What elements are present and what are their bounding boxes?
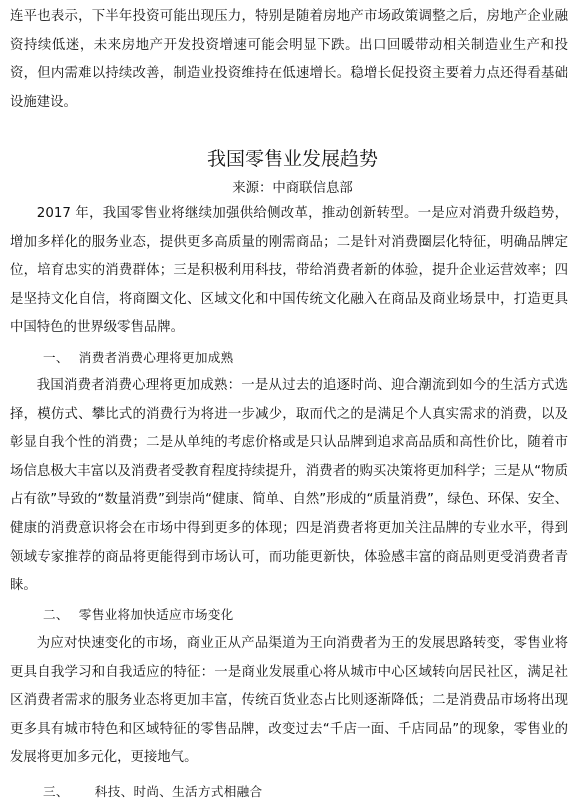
section-heading-text: 科技、时尚、生活方式相融合 [94, 784, 263, 799]
section-heading-text: 零售业将加快适应市场变化 [78, 607, 234, 622]
section-number: 二、 [43, 607, 69, 622]
section-heading [43, 347, 234, 369]
section-number: 一、 [43, 350, 69, 365]
section-number: 三、 [43, 784, 69, 799]
section-heading [43, 604, 234, 626]
article-title: 我国零售业发展趋势 [206, 148, 378, 170]
section-heading-text: 消费者消费心理将更加成熟 [78, 350, 234, 365]
section-heading [43, 781, 262, 803]
intro-paragraph: 连平也表示，下半年投资可能出现压力，特别是随着房地产市场政策调整之后，房地产企业融资持续低迷，未来房地产开发投资增速可能会明显下跌。出口回暖带动相关制造业生产和投资，但内需难以持续改善，制造业投资维持在低速增长。稳增长促投资主要着力点还得看基础设施建设。 [10, 9, 568, 110]
article-source: 来源：中商联信息部 [232, 181, 353, 196]
section-body: 为应对快速变化的市场，商业正从产品渠道为王向消费者为王的发展思路转变，零售业将更具自我学习和自我适应的特征：一是商业发展重心将从城市中心区域转向居民社区，满足社区消费者需求的服务业态将更加丰富，传统百货业态占比则逐渐降低；二是消费品市场将出现更多具有城市特色和区域特征的零售品牌，改变过去“千店一面、千店同品”的现象，零售业的发展将更加多元化，更接地气。 [10, 636, 568, 766]
lead-paragraph: 2017 年，我国零售业将继续加强供给侧改革，推动创新转型。一是应对消费升级趋势，增加多样化的服务业态，提供更多高质量的刚需商品；二是针对消费圈层化特征，明确品牌定位，培育忠实的消费群体；三是积极利用科技，带给消费者新的体验，提升企业运营效率；四是坚持文化自信，将商圈文化、区域文化和中国传统文化融入在商品及商业场景中，打造更具中国特色的世界级零售品牌。 [10, 206, 568, 336]
section-body: 我国消费者消费心理将更加成熟：一是从过去的追逐时尚、迎合潮流到如今的生活方式选择，模仿式、攀比式的消费行为将进一步减少，取而代之的是满足个人真实需求的消费，以及彰显自我个性的消费；二是从单纯的考虑价格或是只认品牌到追求高品质和高性价比，随着市场信息极大丰富以及消费者受教育程度持续提升，消费者的购买决策将更加科学；三是从“物质占有欲”导致的“数量消费”到崇尚“健康、简单、自然”形成的“质量消费”，绿色、环保、安全、健康的消费意识将会在市场中得到更多的体现；四是消费者将更加关注品牌的专业水平，得到领域专家推荐的商品将更能得到市场认可，而功能更新快，体验感丰富的商品则更受消费者青睐。 [10, 378, 568, 594]
